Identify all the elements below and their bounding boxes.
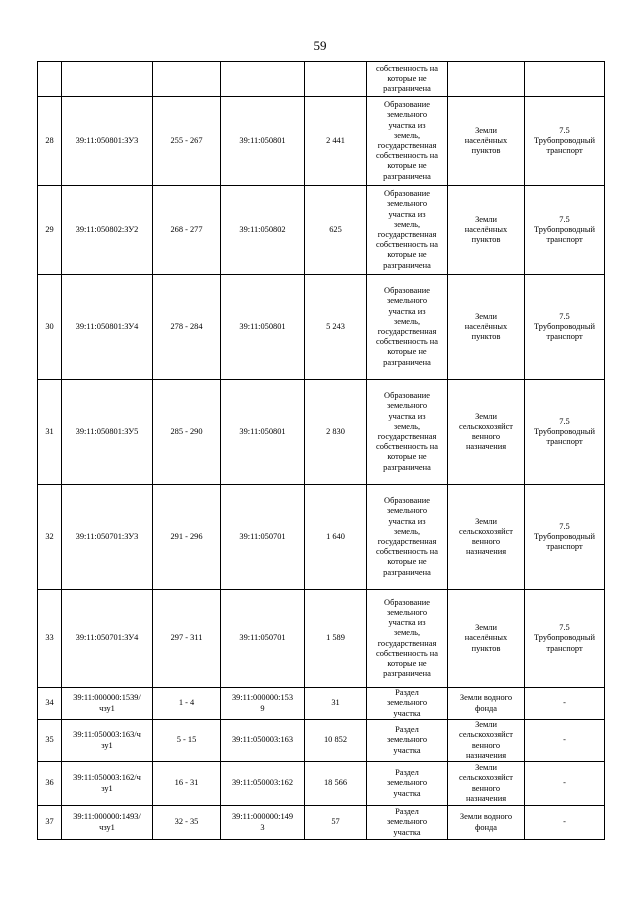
cell-point-numbers: 285 - 290 [153,380,221,485]
cell-land-category: Земли населённых пунктов [448,590,525,688]
cell-cadastral-number: 39:11:050801:ЗУ4 [62,275,153,380]
cell-formation-method: Образование земельного участка из земель, государственная собственность на которые не разграничена [367,485,448,590]
table-row [38,186,605,275]
cell-formation-method: Образование земельного участка из земель, государственная собственность на которые не разграничена [367,97,448,186]
cell-permitted-use: - [525,688,605,720]
cell-formation-method: Образование земельного участка из земель, государственная собственность на которые не разграничена [367,590,448,688]
cell-cadastral-quarter [221,62,305,97]
cell-formation-method: Раздел земельного участка [367,720,448,762]
cell-area: 2 441 [305,97,367,186]
cell-point-numbers: 32 - 35 [153,806,221,840]
cell-number: 33 [38,590,62,688]
cell-permitted-use: - [525,806,605,840]
cell-formation-method: Образование земельного участка из земель, государственная собственность на которые не разграничена [367,380,448,485]
cell-number [38,62,62,97]
cell-point-numbers: 297 - 311 [153,590,221,688]
cell-cadastral-quarter: 39:11:050801 [221,97,305,186]
cell-number: 29 [38,186,62,275]
cell-cadastral-quarter: 39:11:000000:153 9 [221,688,305,720]
cell-land-category [448,62,525,97]
cell-point-numbers: 278 - 284 [153,275,221,380]
cell-point-numbers: 5 - 15 [153,720,221,762]
cell-cadastral-quarter: 39:11:050003:163 [221,720,305,762]
cell-area: 2 830 [305,380,367,485]
cell-cadastral-quarter: 39:11:050701 [221,485,305,590]
cell-land-category: Земли населённых пунктов [448,97,525,186]
cell-cadastral-quarter: 39:11:050801 [221,380,305,485]
cell-permitted-use: 7.5 Трубопроводный транспорт [525,97,605,186]
cell-cadastral-number: 39:11:050801:ЗУ5 [62,380,153,485]
cell-number: 37 [38,806,62,840]
cell-land-category: Земли водного фонда [448,688,525,720]
table-row [38,485,605,590]
cell-cadastral-number [62,62,153,97]
cell-cadastral-quarter: 39:11:050802 [221,186,305,275]
cell-point-numbers: 16 - 31 [153,762,221,806]
cell-point-numbers: 268 - 277 [153,186,221,275]
cell-cadastral-number: 39:11:050802:ЗУ2 [62,186,153,275]
table-row [38,380,605,485]
cell-land-category: Земли сельскохозяйст венного назначения [448,485,525,590]
cell-formation-method: Раздел земельного участка [367,762,448,806]
cell-permitted-use: 7.5 Трубопроводный транспорт [525,380,605,485]
cell-number: 35 [38,720,62,762]
cell-formation-method: Образование земельного участка из земель, государственная собственность на которые не разграничена [367,275,448,380]
cell-area: 1 640 [305,485,367,590]
cell-permitted-use: 7.5 Трубопроводный транспорт [525,590,605,688]
cell-permitted-use: 7.5 Трубопроводный транспорт [525,275,605,380]
cell-permitted-use: - [525,762,605,806]
cell-permitted-use: - [525,720,605,762]
cell-area: 57 [305,806,367,840]
cell-cadastral-number: 39:11:050003:163/ч зу1 [62,720,153,762]
cell-area: 10 852 [305,720,367,762]
table-row [38,806,605,840]
cell-number: 32 [38,485,62,590]
cell-cadastral-number: 39:11:050701:ЗУ4 [62,590,153,688]
cell-area: 18 566 [305,762,367,806]
cell-land-category: Земли сельскохозяйст венного назначения [448,762,525,806]
table-row [38,762,605,806]
cell-number: 34 [38,688,62,720]
cell-area: 1 589 [305,590,367,688]
cell-cadastral-quarter: 39:11:050003:162 [221,762,305,806]
cell-point-numbers: 255 - 267 [153,97,221,186]
cell-number: 31 [38,380,62,485]
cell-area: 31 [305,688,367,720]
cell-point-numbers: 291 - 296 [153,485,221,590]
cell-cadastral-quarter: 39:11:050801 [221,275,305,380]
cell-cadastral-number: 39:11:000000:1493/ чзу1 [62,806,153,840]
cell-cadastral-number: 39:11:050003:162/ч зу1 [62,762,153,806]
cell-point-numbers: 1 - 4 [153,688,221,720]
table-row [38,720,605,762]
land-plots-table [37,61,605,840]
cell-number: 30 [38,275,62,380]
cell-area: 5 243 [305,275,367,380]
table-row [38,590,605,688]
cell-land-category: Земли населённых пунктов [448,275,525,380]
cell-cadastral-quarter: 39:11:050701 [221,590,305,688]
cell-number: 36 [38,762,62,806]
cell-cadastral-quarter: 39:11:000000:149 3 [221,806,305,840]
table-row-continued [38,62,605,97]
cell-cadastral-number: 39:11:050801:ЗУ3 [62,97,153,186]
cell-formation-method: Раздел земельного участка [367,688,448,720]
table-row [38,688,605,720]
cell-cadastral-number: 39:11:000000:1539/ чзу1 [62,688,153,720]
cell-area [305,62,367,97]
cell-permitted-use: 7.5 Трубопроводный транспорт [525,485,605,590]
page-number: 59 [313,38,327,53]
table-row [38,97,605,186]
cell-formation-method: Образование земельного участка из земель, государственная собственность на которые не разграничена [367,186,448,275]
cell-area: 625 [305,186,367,275]
cell-number: 28 [38,97,62,186]
cell-cadastral-number: 39:11:050701:ЗУ3 [62,485,153,590]
cell-permitted-use [525,62,605,97]
cell-formation-method: собственность на которые не разграничена [367,62,448,97]
table-row [38,275,605,380]
cell-permitted-use: 7.5 Трубопроводный транспорт [525,186,605,275]
cell-point-numbers [153,62,221,97]
cell-land-category: Земли сельскохозяйст венного назначения [448,720,525,762]
cell-formation-method: Раздел земельного участка [367,806,448,840]
cell-land-category: Земли населённых пунктов [448,186,525,275]
cell-land-category: Земли сельскохозяйст венного назначения [448,380,525,485]
cell-land-category: Земли водного фонда [448,806,525,840]
